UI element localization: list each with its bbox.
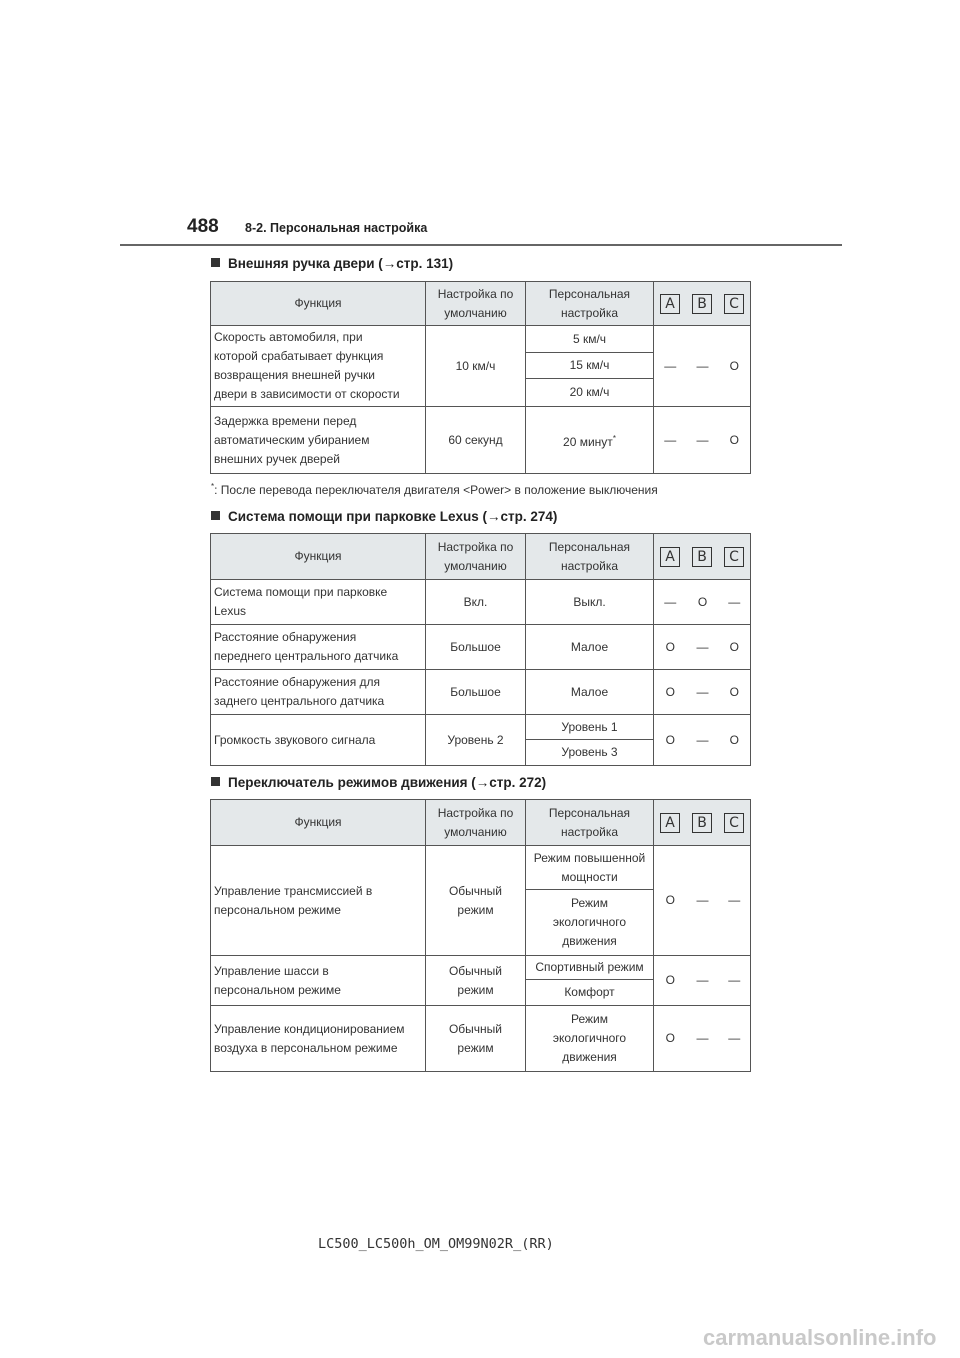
default-cell: 60 секунд (426, 407, 526, 474)
table-row (211, 625, 751, 670)
table-row (211, 326, 751, 353)
b-cell: — (687, 956, 719, 1006)
bullet-square-icon (211, 258, 220, 267)
c-cell: O (719, 326, 751, 407)
option-cell: Малое (526, 670, 654, 715)
option-cell: Уровень 3 (526, 740, 654, 766)
option-cell: Малое (526, 625, 654, 670)
default-cell: Обычный режим (426, 846, 526, 956)
watermark: carmanualsonline.info (703, 1325, 937, 1350)
drive-mode-heading-text: Переключатель режимов движения (→стр. 272) (228, 775, 547, 790)
door-handle-heading (211, 256, 453, 271)
table-row (211, 670, 751, 715)
header-default: Настройка по умолчанию (426, 534, 526, 580)
b-cell: — (687, 326, 719, 407)
header-default: Настройка по умолчанию (426, 800, 526, 846)
header-abc (654, 282, 751, 326)
door-handle-table (210, 281, 751, 474)
table-header-row (211, 282, 751, 326)
option-cell: 20 км/ч (526, 379, 654, 407)
b-cell: — (687, 846, 719, 956)
c-cell: O (719, 407, 751, 474)
parking-assist-table (210, 533, 751, 766)
c-cell: O (719, 625, 751, 670)
option-cell: Режим экологичного движения (526, 1006, 654, 1072)
default-cell: Уровень 2 (426, 715, 526, 766)
option-cell: Режим экологичного движения (526, 890, 654, 956)
option-cell: 5 км/ч (526, 326, 654, 353)
c-cell: — (719, 1006, 751, 1072)
header-abc (654, 800, 751, 846)
drive-mode-heading (211, 775, 546, 790)
function-cell: Расстояние обнаружения для заднего центрального датчика (211, 670, 426, 715)
b-cell: O (687, 580, 719, 625)
a-cell: — (654, 580, 687, 625)
page-number: 488 (187, 216, 219, 237)
b-box-icon: B (692, 547, 712, 567)
header-personal: Персональная настройка (526, 534, 654, 580)
a-box-icon: A (660, 547, 680, 567)
option-cell: 20 минут* (526, 407, 654, 474)
parking-assist-heading (211, 509, 557, 524)
c-box-icon: C (724, 547, 744, 567)
table-row (211, 956, 751, 980)
default-cell: Обычный режим (426, 956, 526, 1006)
header-abc (654, 534, 751, 580)
footnote: *: После перевода переключателя двигателя <Power> в положение выключения (211, 482, 658, 497)
function-cell: Система помощи при парковке Lexus (211, 580, 426, 625)
option-cell: Комфорт (526, 980, 654, 1006)
a-cell: O (654, 670, 687, 715)
parking-assist-heading-text: Система помощи при парковке Lexus (→стр. 274) (228, 509, 558, 524)
table-header-row (211, 800, 751, 846)
header-default: Настройка по умолчанию (426, 282, 526, 326)
default-cell: Вкл. (426, 580, 526, 625)
b-box-icon: B (692, 813, 712, 833)
table-header-row (211, 534, 751, 580)
c-cell: O (719, 670, 751, 715)
function-cell: Громкость звукового сигнала (211, 715, 426, 766)
a-cell: — (654, 326, 687, 407)
b-cell: — (687, 625, 719, 670)
default-cell: Обычный режим (426, 1006, 526, 1072)
table-row (211, 407, 751, 474)
default-cell: 10 км/ч (426, 326, 526, 407)
header-function: Функция (211, 800, 426, 846)
a-cell: O (654, 1006, 687, 1072)
option-cell: Уровень 1 (526, 715, 654, 740)
a-cell: O (654, 625, 687, 670)
a-cell: O (654, 715, 687, 766)
bullet-square-icon (211, 511, 220, 520)
header-rule (120, 244, 842, 246)
function-cell: Управление шасси в персональном режиме (211, 956, 426, 1006)
door-handle-heading-text: Внешняя ручка двери (→стр. 131) (228, 256, 454, 271)
c-box-icon: C (724, 813, 744, 833)
section-title: 8-2. Персональная настройка (245, 221, 428, 235)
b-cell: — (687, 407, 719, 474)
bullet-square-icon (211, 777, 220, 786)
function-cell: Скорость автомобиля, при которой срабатывает функция возвращения внешней ручки двери в зависимости от скорости (211, 326, 426, 407)
function-cell: Управление трансмиссией в персональном режиме (211, 846, 426, 956)
option-cell: Спортивный режим (526, 956, 654, 980)
function-cell: Управление кондиционированием воздуха в персональном режиме (211, 1006, 426, 1072)
header-function: Функция (211, 534, 426, 580)
header-personal: Персональная настройка (526, 282, 654, 326)
option-cell: 15 км/ч (526, 353, 654, 379)
c-cell: — (719, 846, 751, 956)
a-box-icon: A (660, 294, 680, 314)
a-cell: — (654, 407, 687, 474)
c-box-icon: C (724, 294, 744, 314)
a-cell: O (654, 956, 687, 1006)
c-cell: — (719, 956, 751, 1006)
b-box-icon: B (692, 294, 712, 314)
default-cell: Большое (426, 625, 526, 670)
table-row (211, 846, 751, 890)
drive-mode-table (210, 799, 751, 1072)
table-row (211, 580, 751, 625)
option-cell: Выкл. (526, 580, 654, 625)
a-box-icon: A (660, 813, 680, 833)
b-cell: — (687, 1006, 719, 1072)
b-cell: — (687, 670, 719, 715)
table-row (211, 1006, 751, 1072)
header-personal: Персональная настройка (526, 800, 654, 846)
a-cell: O (654, 846, 687, 956)
default-cell: Большое (426, 670, 526, 715)
table-row (211, 715, 751, 740)
c-cell: O (719, 715, 751, 766)
c-cell: — (719, 580, 751, 625)
footer-code: LC500_LC500h_OM_OM99N02R_(RR) (318, 1236, 554, 1252)
b-cell: — (687, 715, 719, 766)
function-cell: Расстояние обнаружения переднего центрального датчика (211, 625, 426, 670)
option-cell: Режим повышенной мощности (526, 846, 654, 890)
header-function: Функция (211, 282, 426, 326)
function-cell: Задержка времени перед автоматическим убиранием внешних ручек дверей (211, 407, 426, 474)
